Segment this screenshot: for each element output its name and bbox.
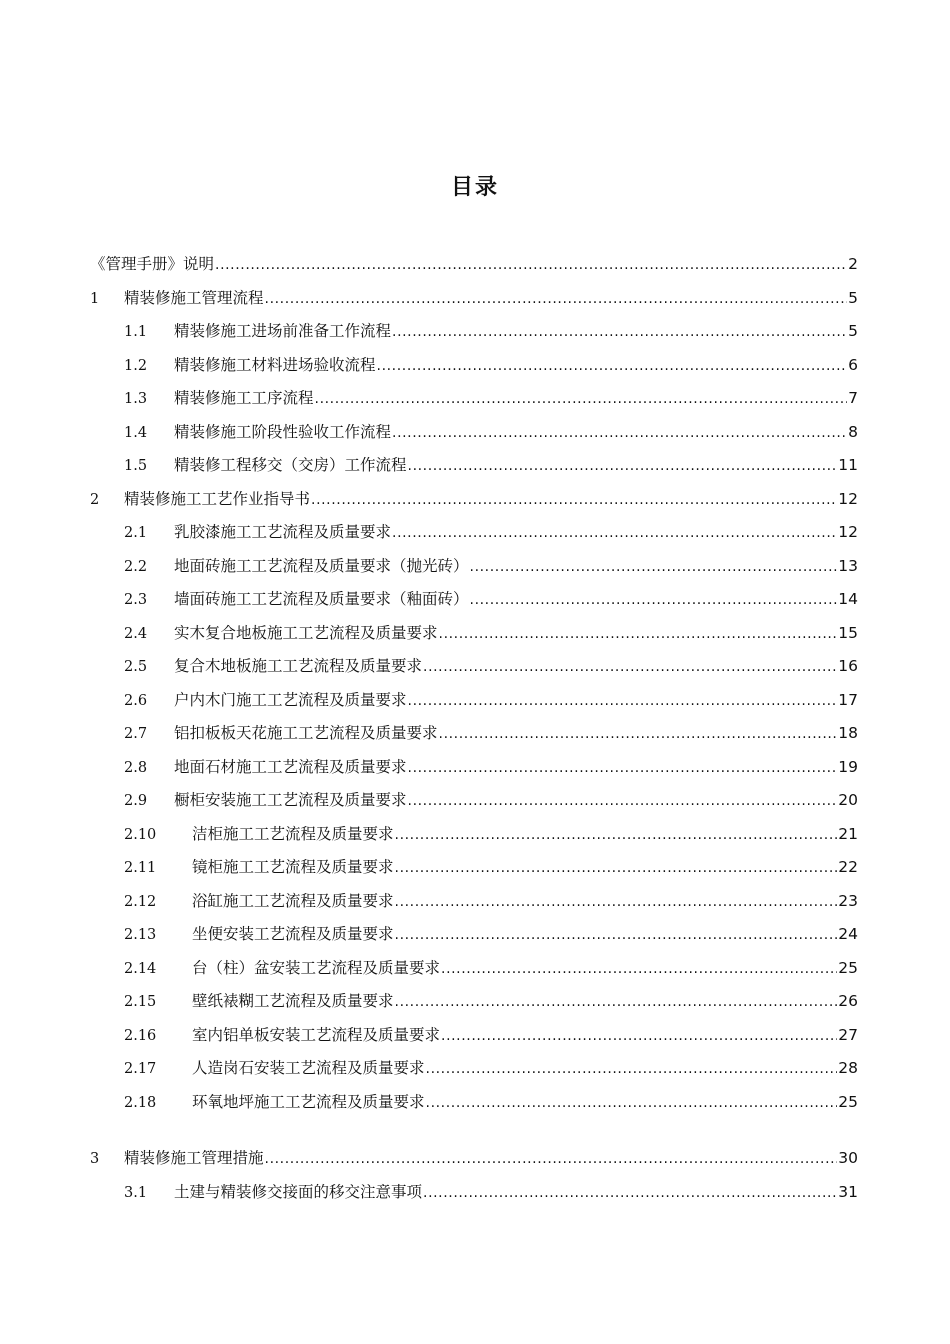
- toc-entry-text: 地面砖施工工艺流程及质量要求（抛光砖）: [174, 556, 469, 575]
- toc-entry[interactable]: [90, 684, 858, 718]
- toc-entry-text: 精装修施工阶段性验收工作流程: [174, 422, 392, 441]
- toc-entry-page: 6: [848, 355, 858, 374]
- toc-entry-text: 精装修施工工艺作业指导书: [124, 489, 311, 508]
- toc-entry-page: 7: [848, 389, 858, 407]
- toc-entry-number: 2.1: [124, 525, 148, 541]
- toc-entry-number: 2.13: [124, 927, 157, 943]
- toc-entry[interactable]: [90, 1019, 858, 1053]
- dot-leader: [439, 618, 838, 652]
- toc-entry-page: 22: [838, 858, 858, 876]
- toc-entry[interactable]: [90, 1086, 858, 1120]
- toc-entry[interactable]: [90, 751, 858, 785]
- toc-entry-number: 2.15: [124, 994, 157, 1010]
- toc-entry-number: 2.6: [124, 692, 148, 709]
- toc-entry-page: 31: [838, 1182, 858, 1201]
- dot-leader: [408, 685, 838, 719]
- toc-entry-text: 室内铝单板安装工艺流程及质量要求: [192, 1025, 441, 1044]
- toc-entry-number: 1.2: [124, 357, 148, 374]
- toc-entry-text: 户内木门施工工艺流程及质量要求: [174, 690, 407, 709]
- toc-entry-page: 11: [838, 456, 858, 474]
- toc-entry[interactable]: [90, 315, 858, 349]
- toc-entry-page: 21: [838, 824, 858, 843]
- dot-leader: [311, 484, 837, 518]
- dot-leader: [408, 752, 838, 786]
- toc-entry[interactable]: [90, 483, 858, 517]
- toc-entry-page: 23: [838, 891, 858, 910]
- toc-entry-number: 2.11: [124, 860, 157, 876]
- toc-entry-page: 16: [838, 657, 858, 675]
- dot-leader: [392, 316, 847, 350]
- toc-entry[interactable]: [90, 617, 858, 651]
- toc-list: [90, 248, 858, 1209]
- toc-entry-page: 5: [848, 288, 858, 307]
- toc-entry-number: 1.4: [124, 424, 148, 441]
- toc-entry-page: 26: [838, 992, 858, 1010]
- toc-entry-page: 17: [838, 690, 858, 709]
- toc-entry-number: 1.5: [124, 458, 148, 474]
- toc-entry-page: 15: [838, 623, 858, 642]
- dot-leader: [408, 450, 838, 484]
- toc-entry-number: 2.3: [124, 592, 148, 608]
- toc-entry[interactable]: [90, 1142, 858, 1176]
- toc-entry-number: 2.17: [124, 1061, 157, 1077]
- dot-leader: [395, 919, 838, 953]
- toc-entry-number: 2.7: [124, 726, 148, 742]
- toc-entry[interactable]: [90, 952, 858, 986]
- dot-leader: [215, 249, 847, 283]
- toc-entry-text: 精装修工程移交（交房）工作流程: [174, 456, 407, 474]
- dot-leader: [265, 283, 848, 317]
- toc-entry-page: 19: [838, 757, 858, 776]
- toc-entry-page: 5: [848, 322, 858, 340]
- dot-leader: [395, 986, 838, 1020]
- toc-entry-number: 2.14: [124, 960, 157, 977]
- toc-entry-page: 20: [838, 791, 858, 809]
- dot-leader: [426, 1087, 838, 1121]
- toc-entry-page: 28: [838, 1059, 858, 1077]
- dot-leader: [265, 1143, 838, 1177]
- toc-entry-text: 浴缸施工工艺流程及质量要求: [192, 891, 394, 910]
- dot-leader: [408, 785, 838, 819]
- dot-leader: [315, 383, 848, 417]
- dot-leader: [377, 350, 848, 384]
- toc-entry-page: 2: [848, 255, 858, 273]
- toc-entry-number: 2.8: [124, 759, 148, 776]
- toc-entry-page: 24: [838, 925, 858, 943]
- toc-entry-number: 3.1: [124, 1184, 148, 1201]
- toc-entry[interactable]: [90, 717, 858, 751]
- dot-leader: [423, 651, 837, 685]
- toc-entry-number: 1.1: [124, 324, 148, 340]
- toc-entry[interactable]: [90, 282, 858, 316]
- dot-leader: [392, 517, 837, 551]
- toc-entry-text: 台（柱）盆安装工艺流程及质量要求: [192, 958, 441, 977]
- dot-leader: [426, 1053, 838, 1087]
- dot-leader: [395, 886, 838, 920]
- dot-leader: [470, 584, 838, 618]
- toc-entry-number: 1.3: [124, 391, 148, 407]
- toc-entry-number: 2.12: [124, 893, 157, 910]
- toc-entry-page: 25: [838, 1092, 858, 1111]
- toc-entry-page: 12: [838, 523, 858, 541]
- toc-entry-page: 13: [838, 556, 858, 575]
- toc-entry-number: 2: [90, 491, 100, 508]
- dot-leader: [392, 417, 847, 451]
- toc-entry-text: 坐便安装工艺流程及质量要求: [192, 925, 394, 943]
- dot-leader: [395, 819, 838, 853]
- toc-entry-text: 洁柜施工工艺流程及质量要求: [192, 824, 394, 843]
- toc-entry[interactable]: [90, 784, 858, 818]
- toc-entry[interactable]: [90, 449, 858, 483]
- toc-entry-text: 地面石材施工工艺流程及质量要求: [174, 757, 407, 776]
- toc-title: 目录: [450, 175, 499, 200]
- toc-entry[interactable]: [90, 851, 858, 885]
- toc-entry-text: 墙面砖施工工艺流程及质量要求（釉面砖）: [174, 590, 469, 608]
- toc-entry-number: 2.5: [124, 659, 148, 675]
- dot-leader: [395, 852, 838, 886]
- toc-entry-text: 精装修施工进场前准备工作流程: [174, 322, 392, 340]
- toc-entry-number: 2.9: [124, 793, 148, 809]
- toc-entry[interactable]: [90, 650, 858, 684]
- toc-entry-number: 2.4: [124, 625, 148, 642]
- toc-entry[interactable]: [90, 382, 858, 416]
- toc-entry-text: 《管理手册》说明: [90, 255, 215, 273]
- toc-entry-text: 土建与精装修交接面的移交注意事项: [174, 1182, 423, 1201]
- dot-leader: [470, 551, 838, 585]
- toc-entry-page: 30: [838, 1149, 858, 1167]
- toc-entry[interactable]: [90, 885, 858, 919]
- toc-entry-page: 12: [838, 489, 858, 508]
- toc-entry[interactable]: [90, 583, 858, 617]
- toc-entry[interactable]: [90, 1176, 858, 1210]
- toc-entry-text: 实木复合地板施工工艺流程及质量要求: [174, 623, 438, 642]
- toc-entry-text: 环氧地坪施工工艺流程及质量要求: [192, 1092, 425, 1111]
- toc-entry-number: 2.18: [124, 1094, 157, 1111]
- toc-entry-page: 27: [838, 1025, 858, 1044]
- toc-entry[interactable]: [90, 918, 858, 952]
- toc-entry[interactable]: [90, 985, 858, 1019]
- toc-entry-text: 精装修施工材料进场验收流程: [174, 355, 376, 374]
- toc-entry[interactable]: [90, 248, 858, 282]
- toc-entry-text: 人造岗石安装工艺流程及质量要求: [192, 1059, 425, 1077]
- toc-entry-page: 25: [838, 958, 858, 977]
- dot-leader: [441, 1020, 837, 1054]
- toc-entry-text: 橱柜安装施工工艺流程及质量要求: [174, 791, 407, 809]
- toc-entry[interactable]: [90, 516, 858, 550]
- dot-leader: [423, 1177, 837, 1211]
- toc-entry-page: 18: [838, 724, 858, 742]
- dot-leader: [439, 718, 838, 752]
- toc-entry-text: 复合木地板施工工艺流程及质量要求: [174, 657, 423, 675]
- toc-entry-number: 2.16: [124, 1027, 157, 1044]
- toc-entry-number: 2.10: [124, 826, 157, 843]
- toc-entry-number: 1: [90, 290, 100, 307]
- toc-entry-text: 铝扣板板天花施工工艺流程及质量要求: [174, 724, 438, 742]
- toc-entry-text: 镜柜施工工艺流程及质量要求: [192, 858, 394, 876]
- toc-entry-text: 乳胶漆施工工艺流程及质量要求: [174, 523, 392, 541]
- toc-entry[interactable]: [90, 416, 858, 450]
- dot-leader: [441, 953, 837, 987]
- toc-entry-text: 精装修施工管理措施: [124, 1149, 264, 1167]
- toc-entry[interactable]: [90, 1052, 858, 1086]
- toc-entry[interactable]: [90, 349, 858, 383]
- toc-entry-page: 8: [848, 422, 858, 441]
- toc-entry-text: 壁纸裱糊工艺流程及质量要求: [192, 992, 394, 1010]
- toc-entry-text: 精装修施工管理流程: [124, 288, 264, 307]
- toc-entry-number: 2.2: [124, 558, 148, 575]
- toc-entry[interactable]: [90, 550, 858, 584]
- toc-entry-number: 3: [90, 1151, 100, 1167]
- toc-entry[interactable]: [90, 818, 858, 852]
- toc-entry-text: 精装修施工工序流程: [174, 389, 314, 407]
- toc-entry-page: 14: [838, 590, 858, 608]
